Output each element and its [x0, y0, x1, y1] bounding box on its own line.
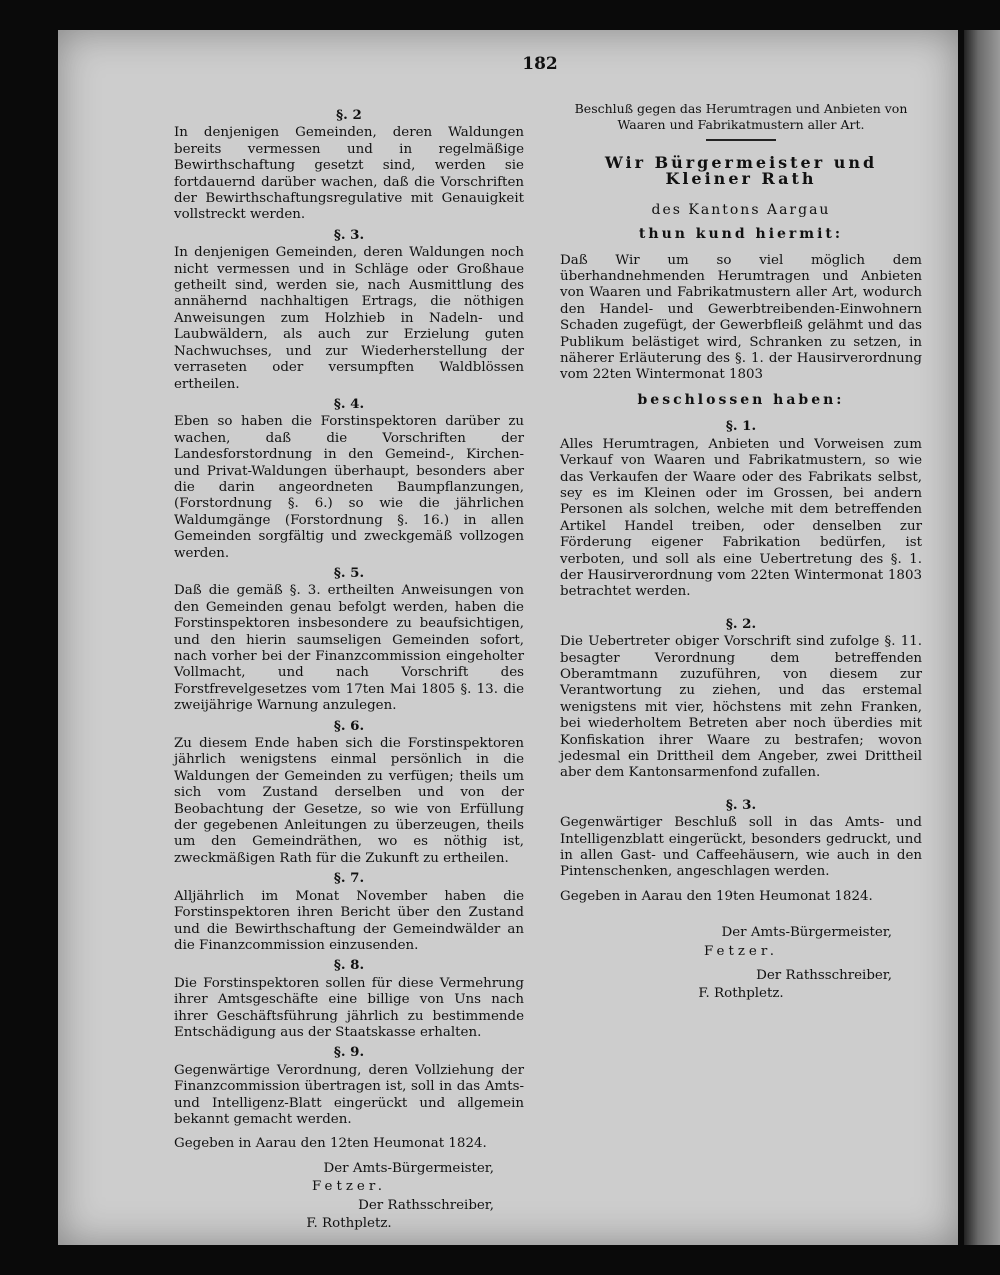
- section-head: §. 3.: [333, 226, 365, 243]
- section-head: §. 4.: [333, 395, 365, 412]
- decree-heading: Wir Bürgermeister und Kleiner Rath: [604, 153, 878, 189]
- left-column: [174, 104, 524, 1232]
- signature-title: Der Amts-Bürgermeister,: [323, 1160, 494, 1176]
- decree-subheading: des Kantons Aargau: [651, 201, 831, 218]
- section-text: Die Uebertreter obiger Vorschrift sind zufolge §. 11. besagter Verordnung dem betreffenden Oberamtmann zuzuführen, von diesem zur Verantwortung zu ziehen, und das erstemal wenigstens mit vier, höchstens mit zehn Franken, bei wiederholtem Betreten aber noch überdies mit Konfiskation ihrer Waare zu bestrafen; wovon jedesmal ein Drittheil dem Angeber, zwei Drittheil aber dem Kantonsarmenfond zufallen.: [560, 634, 922, 781]
- section-text: Die Forstinspektoren sollen für diese Vermehrung ihrer Amtsgeschäfte eine billige von Uns nach ihrer Geschäftsführung jährlich zu bestimmende Entschädigung aus der Staatskasse erhalten.: [174, 975, 524, 1040]
- preamble: Daß Wir um so viel möglich dem überhandnehmenden Herumtragen und Anbieten von Waaren und Fabrikatmustern aller Art, wodurch den Handel- und Gewerbtreibenden-Einwohnern Schaden zugefügt, der Gewerbfleiß gelähmt und das Publikum belästiget wird, Schranken zu setzen, in näherer Erläuterung des §. 1. der Hausirverordnung vom 22ten Wintermonat 1803: [560, 252, 922, 383]
- section-head: §. 7.: [333, 870, 365, 887]
- divider: [706, 139, 776, 141]
- signature-title: Der Rathsschreiber,: [756, 968, 892, 984]
- given-date: Gegeben in Aarau den 12ten Heumonat 1824.: [174, 1136, 487, 1152]
- signature-name: F. Rothpletz.: [306, 1216, 392, 1231]
- section-head: §. 2: [336, 107, 362, 123]
- resolved-heading: beschlossen haben:: [637, 391, 845, 408]
- section-head: §. 6.: [333, 717, 365, 734]
- signature-title: Der Amts-Bürgermeister,: [721, 925, 892, 941]
- adjacent-page-edge: [964, 30, 1000, 1245]
- decree-announce: thun kund hiermit:: [638, 226, 844, 243]
- section-text: Alljährlich im Monat November haben die Forstinspektoren ihren Bericht über den Zustand und die Bewirthschaftung der Gemeindwälder an die Finanzcommission einzusenden.: [174, 888, 524, 953]
- right-column: [560, 101, 922, 1003]
- page-number: 182: [522, 54, 558, 74]
- given-date: Gegeben in Aarau den 19ten Heumonat 1824.: [560, 888, 873, 904]
- section-text: Daß die gemäß §. 3. ertheilten Anweisungen von den Gemeinden genau befolgt werden, haben die Forstinspektoren insbesondere zu beaufsichtigen, und den hierin saumseligen Gemeinden sofort, nach vorher bei der Finanzcommission eingeholter Vollmacht, und nach Vorschrift des Forstfrevelgesetzes vom 17ten Mai 1805 §. 13. die zweijährige Warnung anzulegen.: [174, 583, 524, 714]
- section-head: §. 2.: [725, 615, 757, 632]
- signature-name: F. Rothpletz.: [698, 986, 784, 1002]
- section-text: Gegenwärtige Verordnung, deren Vollziehung der Finanzcommission übertragen ist, soll in das Amts- und Intelligenz-Blatt eingerückt und allgemein bekannt gemacht werden.: [174, 1062, 524, 1127]
- section-head: §. 3.: [725, 796, 757, 813]
- section-head: §. 8.: [333, 957, 365, 974]
- signature-name: Fetzer.: [703, 943, 779, 959]
- section-text: Eben so haben die Forstinspektoren darüber zu wachen, daß die Vorschriften der Landesforstordnung in den Gemeind-, Kirchen- und Privat-Waldungen überhaupt, besonders aber die darin angeordneten Baumpflanzungen, (Forstordnung §. 6.) so wie die jährlichen Waldumgänge (Forstordnung §. 16.) in allen Gemeinden sorgfältig und zweckgemäß vollzogen werden.: [174, 414, 524, 561]
- section-text: Zu diesem Ende haben sich die Forstinspektoren jährlich wenigstens einmal persönlich in die Waldungen der Gemeinden zu verfügen; theils um sich vom Zustand derselben und von der Beobachtung der Gesetze, so wie von Erfüllung der gegebenen Anleitungen zu überzeugen, theils um den Gemeindräthen, wo es nöthig ist, zweckmäßigen Rath für die Zukunft zu ertheilen.: [174, 736, 524, 866]
- section-text: Gegenwärtiger Beschluß soll in das Amts- und Intelligenzblatt eingerückt, besonders gedruckt, und in allen Gast- und Caffeehäusern, wie auch in den Pintenschenken, angeschlagen werden.: [560, 815, 922, 880]
- section-text: In denjenigen Gemeinden, deren Waldungen bereits vermessen und in regelmäßige Bewirthschaftung gesetzt sind, werden sie fortdauernd darüber wachen, daß die Vorschriften der Bewirthschaftungsregulative mit Genauigkeit vollstreckt werden.: [174, 125, 524, 223]
- section-head: §. 1.: [725, 418, 757, 435]
- signature-title: Der Rathsschreiber,: [358, 1197, 494, 1213]
- section-text: Alles Herumtragen, Anbieten und Vorweisen zum Verkauf von Waaren und Fabrikatmustern, so wie das Verkaufen der Waare oder des Fabrikats selbst, sey es im Kleinen oder im Grossen, bei andern Personen als solchen, welche mit dem betreffenden Artikel Handel treiben, oder denselben zur Förderung eigener Fabrikation bedürfen, ist verboten, und soll als eine Uebertretung des §. 1. der Hausirverordnung vom 22ten Wintermonat 1803 betrachtet werden.: [560, 436, 922, 600]
- decree-title: Beschluß gegen das Herumtragen und Anbieten von Waaren und Fabrikatmustern aller Art.: [574, 101, 908, 132]
- signature-name: Fetzer.: [311, 1179, 387, 1195]
- section-head: §. 5.: [333, 564, 365, 581]
- section-head: §. 9.: [333, 1044, 365, 1061]
- section-text: In denjenigen Gemeinden, deren Waldungen noch nicht vermessen und in Schläge oder Großhaue getheilt sind, werden sie, nach Ausmittlung des annähernd nachhaltigen Ertrags, die nöthigen Anweisungen zum Holzhieb in Nadeln- und Laubwäldern, als auch zur Erzielung guten Nachwuchses, und zur Wiederherstellung der verraseten oder versumpften Waldblössen ertheilen.: [174, 245, 524, 392]
